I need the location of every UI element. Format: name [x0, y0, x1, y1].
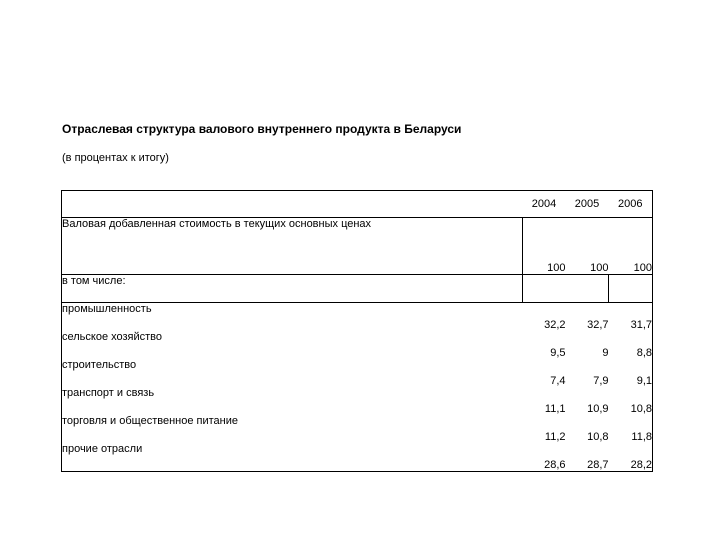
- year-header-2006: 2006: [618, 198, 643, 210]
- sector-value: 11,8: [631, 431, 652, 443]
- sector-label: торговля и общественное питание: [62, 415, 239, 427]
- including-row: [62, 275, 653, 303]
- sector-value: 11,1: [544, 403, 566, 415]
- sector-label: транспорт и связь: [62, 387, 155, 399]
- sector-label: промышленность: [62, 303, 152, 315]
- sector-value: 10,8: [630, 403, 652, 415]
- page-title: Отраслевая структура валового внутреннего продукта в Беларуси: [62, 122, 462, 136]
- sector-label: прочие отрасли: [62, 443, 143, 455]
- including-empty-cell: [609, 275, 653, 303]
- total-value-2004: 100: [523, 218, 566, 275]
- sector-value: 11,2: [544, 431, 566, 443]
- sector-value: 32,2: [544, 319, 566, 331]
- table-row: [62, 443, 653, 472]
- header-empty-cell: [62, 191, 523, 218]
- gdp-structure-table: [61, 190, 653, 472]
- sector-value: 28,7: [587, 459, 609, 471]
- page-subtitle: (в процентах к итогу): [62, 152, 169, 164]
- table-row: [62, 331, 653, 359]
- table-row: [62, 359, 653, 387]
- sector-value: 31,7: [630, 319, 652, 331]
- sector-value: 10,8: [587, 431, 609, 443]
- total-row-label: Валовая добавленная стоимость в текущих основных ценах: [62, 218, 372, 230]
- sector-value: 7,9: [593, 375, 609, 387]
- including-empty-cell: [566, 275, 609, 303]
- sector-label: сельское хозяйство: [62, 331, 163, 343]
- year-header-2004: 2004: [531, 198, 557, 210]
- sector-value: 32,7: [587, 319, 609, 331]
- sector-value: 9,1: [636, 375, 652, 387]
- year-header-2005: 2005: [574, 198, 600, 210]
- sector-value: 9,5: [550, 347, 566, 359]
- sector-value: 28,6: [544, 459, 566, 471]
- sector-label: строительство: [62, 359, 137, 371]
- including-label: в том числе:: [62, 275, 126, 287]
- sector-value: 28,2: [630, 459, 652, 471]
- table-header-row: [62, 191, 653, 218]
- total-row: [62, 218, 653, 275]
- sector-value: 8,8: [636, 347, 652, 359]
- including-empty-cell: [523, 275, 566, 303]
- total-value-2006: 100: [633, 262, 652, 274]
- table-row: [62, 303, 653, 332]
- table-row: [62, 415, 653, 443]
- sector-value: 10,9: [587, 403, 609, 415]
- sector-value: 7,4: [550, 375, 566, 387]
- sector-value: 9: [602, 347, 609, 359]
- table-row: [62, 387, 653, 415]
- total-value-2005: 100: [590, 262, 609, 274]
